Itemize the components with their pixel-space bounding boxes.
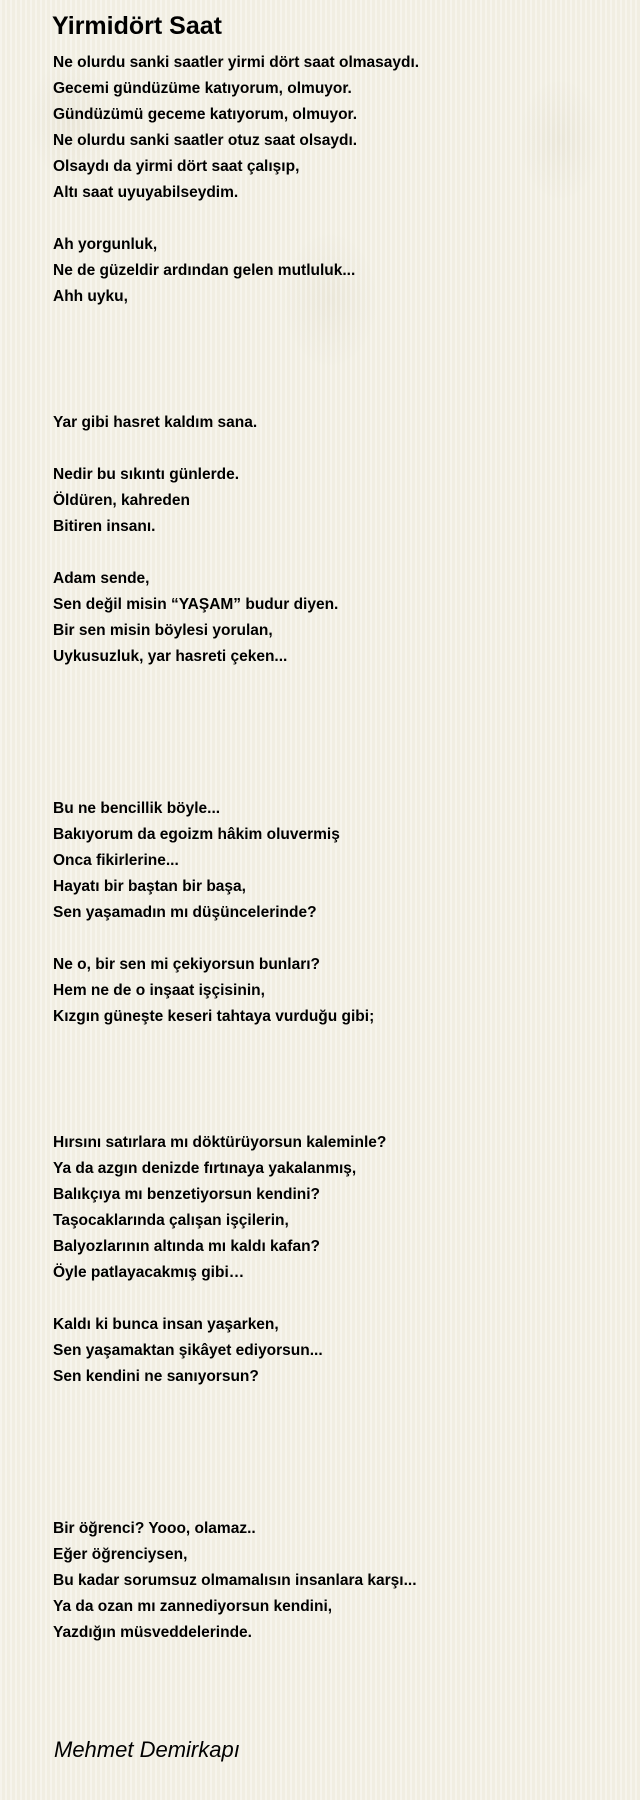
- poem-line: Nedir bu sıkıntı günlerde.: [53, 466, 240, 483]
- stanza-5: [53, 566, 623, 670]
- poem-line: Ahh uyku,: [53, 288, 128, 305]
- poem-line: Gecemi gündüzüme katıyorum, olmuyor.: [53, 80, 352, 97]
- poem-line: Bakıyorum da egoizm hâkim oluvermiş: [53, 826, 340, 843]
- stanza-3: [53, 410, 623, 436]
- poem-line: Sen kendini ne sanıyorsun?: [53, 1368, 259, 1385]
- poem-line: Bir sen misin böylesi yorulan,: [53, 622, 273, 639]
- poem-line: Olsaydı da yirmi dört saat çalışıp,: [53, 158, 300, 175]
- poem-line: Balyozlarının altında mı kaldı kafan?: [53, 1238, 321, 1255]
- poem-line: Onca fikirlerine...: [53, 852, 179, 869]
- stanza-6: [53, 796, 623, 926]
- poem-line: Yar gibi hasret kaldım sana.: [53, 414, 258, 431]
- poem-line: Ya da azgın denizde fırtınaya yakalanmış,: [53, 1160, 357, 1177]
- poem-line: Bu kadar sorumsuz olmamalısın insanlara karşı...: [53, 1572, 417, 1589]
- poem-line: Ah yorgunluk,: [53, 236, 158, 253]
- poem-line: Bir öğrenci? Yooo, olamaz..: [53, 1520, 256, 1537]
- author-name: Mehmet Demirkapı: [54, 1737, 240, 1762]
- stanza-7: [53, 952, 623, 1030]
- poem-line: Adam sende,: [53, 570, 150, 587]
- poem-line: Hem ne de o inşaat işçisinin,: [53, 982, 265, 999]
- poem-line: Ne olurdu sanki saatler yirmi dört saat olmasaydı.: [53, 54, 420, 71]
- stanza-10: [53, 1516, 623, 1646]
- poem-line: Hırsını satırlara mı döktürüyorsun kaleminle?: [53, 1134, 387, 1151]
- poem-line: Balıkçıya mı benzetiyorsun kendini?: [53, 1186, 321, 1203]
- poem-line: Ya da ozan mı zannediyorsun kendini,: [53, 1598, 333, 1615]
- poem-line: Bitiren insanı.: [53, 518, 156, 535]
- stanza-8: [53, 1130, 623, 1286]
- poem-line: Sen yaşamaktan şikâyet ediyorsun...: [53, 1342, 323, 1359]
- poem-line: Sen yaşamadın mı düşüncelerinde?: [53, 904, 317, 921]
- poem-line: Eğer öğrenciysen,: [53, 1546, 188, 1563]
- poem-line: Yazdığın müsveddelerinde.: [53, 1624, 252, 1641]
- poem-line: Taşocaklarında çalışan işçilerin,: [53, 1212, 289, 1229]
- stanza-9: [53, 1312, 623, 1390]
- poem-line: Gündüzümü geceme katıyorum, olmuyor.: [53, 106, 358, 123]
- poem-line: Ne o, bir sen mi çekiyorsun bunları?: [53, 956, 321, 973]
- poem-line: Ne olurdu sanki saatler otuz saat olsaydı.: [53, 132, 358, 149]
- poem-line: Kızgın güneşte keseri tahtaya vurduğu gibi;: [53, 1008, 375, 1025]
- stanza-2: [53, 232, 623, 310]
- poem-line: Uykusuzluk, yar hasreti çeken...: [53, 648, 288, 665]
- poem-line: Bu ne bencillik böyle...: [53, 800, 221, 817]
- poem-line: Sen değil misin “YAŞAM” budur diyen.: [53, 596, 339, 613]
- poem-title: Yirmidört Saat: [52, 12, 222, 40]
- poem-line: Öyle patlayacakmış gibi…: [53, 1264, 245, 1281]
- poem-line: Öldüren, kahreden: [53, 492, 190, 509]
- stanza-1: [53, 50, 623, 206]
- poem-line: Hayatı bir baştan bir başa,: [53, 878, 246, 895]
- poem-line: Ne de güzeldir ardından gelen mutluluk...: [53, 262, 356, 279]
- poem-line: Altı saat uyuyabilseydim.: [53, 184, 239, 201]
- stanza-4: [53, 462, 623, 540]
- poem-line: Kaldı ki bunca insan yaşarken,: [53, 1316, 279, 1333]
